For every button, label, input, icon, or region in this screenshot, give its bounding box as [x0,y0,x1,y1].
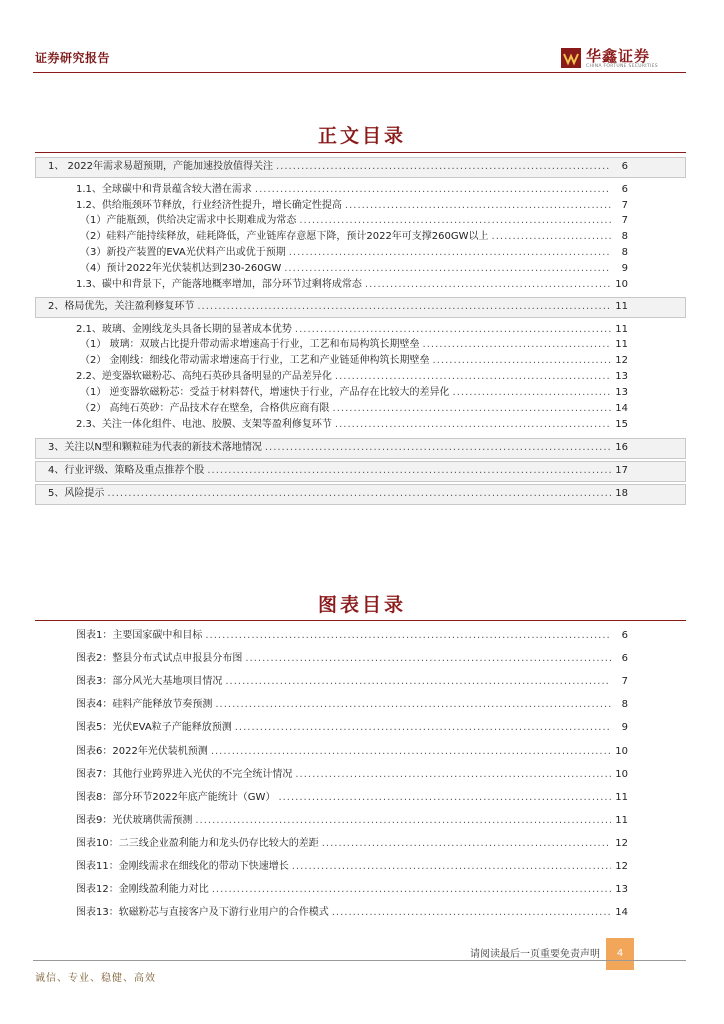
toc-entry-text: 5、风险提示 [48,488,105,499]
toc-entry-page: 10 [615,279,628,290]
toc-title-divider [35,152,686,153]
toc-entry[interactable] [48,160,628,174]
toc-title: 正文目录 [317,125,406,147]
toc-entry-page: 7 [621,200,628,211]
toc-entry[interactable] [48,464,628,478]
toc-entry-text: 3、关注以N型和颗粒硅为代表的新技术落地情况 [48,442,262,453]
dot-leader [195,814,611,828]
toc-entry-page: 7 [621,215,628,226]
figure-entry-page: 12 [615,837,628,849]
toc-entry-text: （1）产能瓶颈，供给决定需求中长期难成为常态 [80,215,297,226]
dot-leader [107,487,611,501]
toc-entry[interactable] [76,323,628,337]
dot-leader [211,745,611,759]
figure-entry-text: 图表8：部分环节2022年底产能统计（GW） [76,791,276,803]
company-slogan: 诚信、专业、稳健、高效 [35,973,156,984]
toc-entry-page: 16 [615,442,628,453]
dot-leader [423,338,611,352]
figure-entry-page: 10 [615,745,628,757]
toc-entry-text: （2） 高纯石英砂：产品技术存在壁垒，合格供应商有限 [80,403,330,414]
toc-entry[interactable] [48,487,628,501]
disclaimer-note: 请阅读最后一页重要免责声明 [470,949,600,960]
report-type-label: 证券研究报告 [35,51,111,65]
dot-leader [265,441,611,455]
figure-entry[interactable] [76,837,628,851]
toc-entry-page: 12 [615,355,628,366]
figure-entry[interactable] [76,721,628,735]
figure-entry-text: 图表10：二三线企业盈利能力和龙头仍存比较大的差距 [76,837,319,849]
dot-leader [433,354,611,368]
toc-entry-page: 15 [615,419,628,430]
dot-leader [235,721,611,735]
dot-leader [255,183,611,197]
toc-entry-page: 13 [615,371,628,382]
toc-entry-text: 1.2、供给瓶颈环节释放，行业经济性提升，增长确定性提高 [76,200,342,211]
toc-entry-text: （4）预计2022年光伏装机达到230-260GW [80,263,282,274]
toc-entry-page: 13 [615,387,628,398]
figure-entry[interactable] [76,860,628,874]
toc-entry-text: 2、格局优先，关注盈利修复环节 [48,301,195,312]
dot-leader [335,370,611,384]
toc-entry-text: 4、行业评级、策略及重点推荐个股 [48,465,205,476]
figure-entry-page: 14 [615,907,628,919]
toc-entry[interactable] [48,441,628,455]
toc-entry[interactable] [76,183,628,197]
toc-entry[interactable] [80,230,628,244]
figure-entry-page: 9 [621,722,628,734]
figure-entry[interactable] [76,652,628,666]
dot-leader [212,883,611,897]
figure-entry-text: 图表9：光伏玻璃供需预测 [76,814,193,826]
dot-leader [197,300,611,314]
figure-entry-text: 图表4：硅料产能释放节奏预测 [76,699,213,711]
figure-entry-page: 10 [615,768,628,780]
figure-entry[interactable] [76,629,628,643]
dot-leader [215,698,611,712]
figure-entry-text: 图表5：光伏EVA粒子产能释放预测 [76,722,232,734]
dot-leader [278,791,611,805]
toc-entry-text: 2.1、玻璃、金刚线龙头具备长期的显著成本优势 [76,324,292,335]
toc-entry[interactable] [80,338,628,352]
toc-entry-page: 8 [621,247,628,258]
dot-leader [292,860,611,874]
dot-leader [284,262,611,276]
footer-divider [33,960,686,961]
toc-entry-page: 14 [615,403,628,414]
toc-entry-text: 1.3、碳中和背景下，产能落地概率增加，部分环节过剩将成常态 [76,279,362,290]
dot-leader [276,160,611,174]
figure-entry-text: 图表13：软磁粉芯与直接客户及下游行业用户的合作模式 [76,907,329,919]
header-divider [33,72,686,73]
toc-entry-text: （3）新投产装置的EVA光伏料产出或优于预期 [80,247,286,258]
dot-leader [295,768,611,782]
figure-entry-text: 图表7：其他行业跨界进入光伏的不完全统计情况 [76,768,293,780]
figure-entry-text: 图表2：整县分布式试点申报县分布图 [76,653,243,665]
dot-leader [225,675,611,689]
figure-entry-page: 12 [615,861,628,872]
figure-entry-page: 6 [621,630,628,641]
toc-entry-text: （2）硅料产能持续释放，硅耗降低，产业链库存意愿下降，预计2022年可支撑260GW以上 [80,231,489,242]
toc-entry-text: 1、 2022年需求易超预期，产能加速投放值得关注 [48,161,273,172]
figures-title-divider [35,620,686,621]
dot-leader [245,652,611,666]
toc-entry-text: 1.1、全球碳中和背景蕴含较大潜在需求 [76,184,252,195]
figure-entry-page: 8 [621,699,628,711]
dot-leader [492,230,611,244]
toc-entry[interactable] [80,354,628,368]
toc-entry-page: 18 [615,488,628,499]
toc-entry[interactable] [76,199,628,213]
toc-entry[interactable] [80,402,628,416]
toc-entry-page: 11 [615,324,628,335]
toc-entry-text: （1） 逆变器软磁粉芯：受益于材料替代，增速快于行业，产品存在比较大的差异化 [80,387,450,398]
figure-entry[interactable] [76,906,628,920]
company-logo [561,45,671,73]
dot-leader [205,629,611,643]
figure-entry[interactable] [76,675,628,689]
toc-entry[interactable] [80,386,628,400]
figure-entry-text: 图表1：主要国家碳中和目标 [76,630,203,641]
logo-mark-icon [561,48,581,68]
figures-title: 图表目录 [317,594,406,616]
toc-entry-text: 2.2、逆变器软磁粉芯、高纯石英砂具备明显的产品差异化 [76,371,332,382]
figure-entry-text: 图表11：金刚线需求在细线化的带动下快速增长 [76,861,289,872]
toc-entry-page: 11 [615,339,628,350]
figure-entry[interactable] [76,698,628,712]
toc-entry[interactable] [76,278,628,292]
figure-entry-text: 图表6：2022年光伏装机预测 [76,745,208,757]
toc-entry-page: 9 [621,263,628,274]
toc-entry[interactable] [48,300,628,314]
figure-entry-page: 11 [615,791,628,803]
dot-leader [299,214,611,228]
toc-entry[interactable] [80,246,628,260]
dot-leader [453,386,611,400]
figure-entry-page: 7 [621,676,628,688]
toc-entry-page: 17 [615,465,628,476]
figure-entry-text: 图表3：部分风光大基地项目情况 [76,676,223,688]
figure-entry[interactable] [76,745,628,759]
dot-leader [335,418,611,432]
toc-entry-page: 11 [615,301,628,312]
logo-english-name: CHINA FORTUNE SECURITIES [586,64,658,69]
toc-entry[interactable] [76,370,628,384]
figure-entry[interactable] [76,768,628,782]
toc-entry[interactable] [76,418,628,432]
figure-entry-page: 11 [615,814,628,826]
figure-entry-page: 6 [621,653,628,665]
figure-entry[interactable] [76,791,628,805]
dot-leader [289,246,611,260]
toc-entry-text: 2.3、关注一体化组件、电池、胶膜、支架等盈利修复环节 [76,419,332,430]
toc-entry-page: 6 [621,161,628,172]
toc-entry-text: （1） 玻璃：双玻占比提升带动需求增速高于行业，工艺和布局构筑长期壁垒 [80,339,420,350]
dot-leader [333,402,611,416]
toc-entry-page: 6 [621,184,628,195]
figure-entry[interactable] [76,883,628,897]
dot-leader [345,199,611,213]
toc-entry-text: （2） 金刚线：细线化带动需求增速高于行业，工艺和产业链延伸构筑长期壁垒 [80,355,430,366]
dot-leader [332,906,611,920]
figure-entry-text: 图表12：金刚线盈利能力对比 [76,884,209,896]
logo-chinese-name: 华鑫证券 [586,47,651,65]
dot-leader [295,323,611,337]
figure-entry[interactable] [76,814,628,828]
dot-leader [322,837,611,851]
page-number: 4 [606,938,634,970]
dot-leader [365,278,611,292]
toc-entry-page: 8 [621,231,628,242]
toc-entry[interactable] [80,262,628,276]
toc-entry[interactable] [80,214,628,228]
figure-entry-page: 13 [615,884,628,896]
dot-leader [207,464,611,478]
